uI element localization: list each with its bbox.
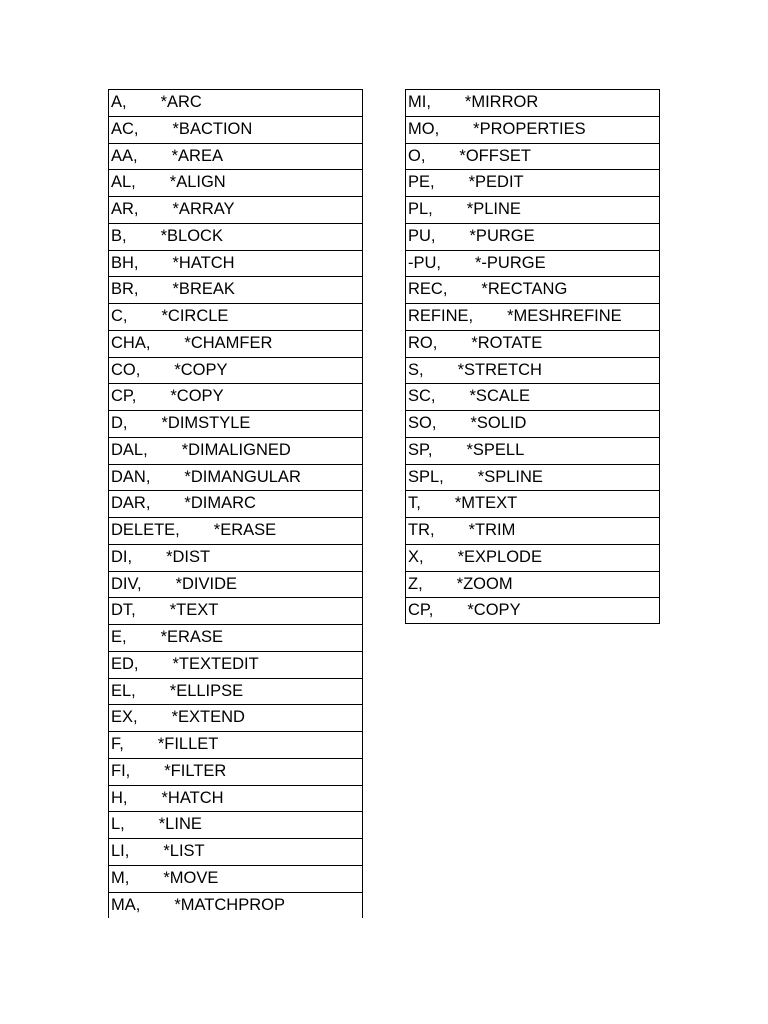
shortcut-abbreviation: SPL, xyxy=(408,467,444,486)
shortcut-command: *PEDIT xyxy=(468,173,524,192)
shortcut-row xyxy=(405,143,660,170)
shortcut-abbreviation: A, xyxy=(111,93,127,111)
shortcut-command: *AREA xyxy=(171,146,223,165)
shortcut-row xyxy=(108,330,363,357)
shortcut-abbreviation: PL, xyxy=(408,200,433,218)
shortcut-command: *COPY xyxy=(467,601,521,620)
shortcut-abbreviation: SC, xyxy=(408,387,436,406)
shortcut-command: *RECTANG xyxy=(481,280,568,299)
shortcut-command: *MESHREFINE xyxy=(507,307,622,325)
shortcut-row xyxy=(405,330,660,357)
shortcut-command: *MTEXT xyxy=(454,494,518,513)
shortcut-row xyxy=(405,383,660,410)
shortcut-abbreviation: DI, xyxy=(111,547,133,566)
shortcut-command: *DIST xyxy=(166,547,211,566)
shortcut-row xyxy=(405,89,660,116)
shortcut-abbreviation: AA, xyxy=(111,146,138,165)
shortcut-command: *BLOCK xyxy=(160,226,223,245)
shortcut-command: *DIMARC xyxy=(184,494,256,513)
shortcut-row xyxy=(108,892,363,919)
shortcut-row xyxy=(108,169,363,196)
shortcut-abbreviation: BR, xyxy=(111,280,139,299)
shortcut-command: *SOLID xyxy=(470,414,527,432)
shortcut-row xyxy=(108,838,363,865)
shortcut-row xyxy=(405,410,660,437)
shortcut-row xyxy=(108,437,363,464)
shortcut-command: *ARC xyxy=(160,93,202,111)
shortcut-abbreviation: EX, xyxy=(111,708,138,727)
shortcut-command: *DIMSTYLE xyxy=(161,414,251,432)
shortcut-row xyxy=(108,490,363,517)
shortcut-command: *FILLET xyxy=(157,735,219,753)
shortcut-row xyxy=(405,544,660,571)
shortcut-row xyxy=(405,303,660,330)
shortcut-abbreviation: S, xyxy=(408,360,424,379)
shortcut-command: *TRIM xyxy=(468,521,516,539)
shortcut-row xyxy=(405,357,660,384)
shortcut-row xyxy=(108,758,363,785)
shortcut-abbreviation: RO, xyxy=(408,333,438,352)
shortcut-abbreviation: Z, xyxy=(408,574,423,593)
shortcut-command: *ERASE xyxy=(160,628,223,646)
shortcut-row xyxy=(405,169,660,196)
shortcut-row xyxy=(108,116,363,143)
shortcut-abbreviation: EL, xyxy=(111,681,136,700)
shortcut-abbreviation: DELETE, xyxy=(111,521,180,539)
shortcut-row xyxy=(405,437,660,464)
shortcut-abbreviation: BH, xyxy=(111,253,139,272)
shortcut-abbreviation: H, xyxy=(111,788,128,807)
shortcut-command: *DIVIDE xyxy=(175,574,238,593)
shortcut-abbreviation: DAN, xyxy=(111,467,151,486)
shortcut-abbreviation: X, xyxy=(408,547,424,566)
shortcut-command: *SPELL xyxy=(466,440,525,459)
shortcut-abbreviation: T, xyxy=(408,494,421,513)
shortcut-command: *-PURGE xyxy=(475,253,546,272)
shortcut-command: *TEXT xyxy=(169,601,219,620)
shortcut-abbreviation: DAR, xyxy=(111,494,151,513)
shortcut-row xyxy=(405,276,660,303)
shortcut-row xyxy=(405,250,660,277)
shortcut-abbreviation: PE, xyxy=(408,173,435,192)
shortcut-command: *ARRAY xyxy=(172,200,235,218)
shortcut-command: *MOVE xyxy=(163,868,219,887)
shortcut-command: *ERASE xyxy=(213,521,277,539)
shortcut-row xyxy=(108,785,363,812)
shortcut-row xyxy=(108,571,363,598)
shortcut-row xyxy=(108,811,363,838)
shortcut-command: *HATCH xyxy=(172,253,235,272)
shortcut-abbreviation: TR, xyxy=(408,521,435,539)
shortcut-abbreviation: FI, xyxy=(111,761,131,780)
shortcut-row xyxy=(108,357,363,384)
shortcut-abbreviation: O, xyxy=(408,146,426,165)
shortcut-command: *HATCH xyxy=(161,788,224,807)
shortcut-abbreviation: ED, xyxy=(111,654,139,673)
shortcut-command: *MATCHPROP xyxy=(174,895,285,914)
shortcut-abbreviation: D, xyxy=(111,414,128,432)
shortcut-row xyxy=(108,517,363,544)
shortcut-abbreviation: CP, xyxy=(111,387,137,406)
shortcut-command: *DIMALIGNED xyxy=(181,440,291,459)
shortcut-abbreviation: F, xyxy=(111,735,124,753)
shortcut-row xyxy=(405,490,660,517)
shortcut-command: *SCALE xyxy=(469,387,531,406)
shortcut-abbreviation: REFINE, xyxy=(408,307,474,325)
shortcut-table-right xyxy=(405,89,660,624)
shortcut-command: *EXPLODE xyxy=(457,547,542,566)
shortcut-row xyxy=(108,624,363,651)
shortcut-row xyxy=(108,383,363,410)
shortcut-command: *LIST xyxy=(163,842,205,860)
shortcut-abbreviation: -PU, xyxy=(408,253,441,272)
shortcut-row xyxy=(108,597,363,624)
shortcut-abbreviation: AR, xyxy=(111,200,139,218)
shortcut-command: *FILTER xyxy=(164,761,227,780)
shortcut-row xyxy=(108,544,363,571)
shortcut-row xyxy=(108,223,363,250)
shortcut-command: *BACTION xyxy=(172,119,253,138)
shortcut-command: *EXTEND xyxy=(171,708,245,727)
shortcut-abbreviation: DT, xyxy=(111,601,136,620)
shortcut-command: *BREAK xyxy=(172,280,235,299)
shortcut-table-left xyxy=(108,89,363,918)
shortcut-abbreviation: CP, xyxy=(408,601,434,620)
shortcut-command: *TEXTEDIT xyxy=(172,654,259,673)
shortcut-abbreviation: M, xyxy=(111,868,130,887)
shortcut-command: *OFFSET xyxy=(459,146,531,165)
shortcut-row xyxy=(108,678,363,705)
shortcut-abbreviation: L, xyxy=(111,815,125,834)
shortcut-command: *STRETCH xyxy=(457,360,542,379)
shortcut-command: *CHAMFER xyxy=(184,333,273,352)
shortcut-row xyxy=(108,250,363,277)
shortcut-abbreviation: E, xyxy=(111,628,127,646)
shortcut-row xyxy=(108,731,363,758)
shortcut-row xyxy=(405,464,660,491)
shortcut-command: *SPLINE xyxy=(477,467,543,486)
shortcut-abbreviation: CHA, xyxy=(111,333,151,352)
shortcut-abbreviation: MA, xyxy=(111,895,141,914)
shortcut-command: *MIRROR xyxy=(464,93,539,111)
shortcut-abbreviation: REC, xyxy=(408,280,448,299)
shortcut-row xyxy=(108,196,363,223)
shortcut-row xyxy=(108,865,363,892)
shortcut-row xyxy=(108,303,363,330)
shortcut-row xyxy=(108,89,363,116)
shortcut-abbreviation: DIV, xyxy=(111,574,142,593)
shortcut-command: *DIMANGULAR xyxy=(184,467,301,486)
shortcut-abbreviation: CO, xyxy=(111,360,141,379)
shortcut-abbreviation: PU, xyxy=(408,226,436,245)
shortcut-row xyxy=(405,223,660,250)
shortcut-command: *ZOOM xyxy=(456,574,513,593)
shortcut-row xyxy=(108,410,363,437)
shortcut-command: *PURGE xyxy=(469,226,535,245)
shortcut-row xyxy=(405,571,660,598)
shortcut-abbreviation: MI, xyxy=(408,93,431,111)
shortcut-row xyxy=(405,517,660,544)
shortcut-command: *CIRCLE xyxy=(161,307,229,325)
shortcut-row xyxy=(108,143,363,170)
shortcut-abbreviation: AL, xyxy=(111,173,136,192)
shortcut-row xyxy=(405,116,660,143)
shortcut-row xyxy=(405,196,660,223)
shortcut-command: *ALIGN xyxy=(169,173,226,192)
shortcut-abbreviation: LI, xyxy=(111,842,130,860)
shortcut-command: *ELLIPSE xyxy=(169,681,244,700)
shortcut-command: *PROPERTIES xyxy=(473,119,586,138)
shortcut-abbreviation: B, xyxy=(111,226,127,245)
shortcut-row xyxy=(108,704,363,731)
shortcut-abbreviation: DAL, xyxy=(111,440,148,459)
shortcut-abbreviation: SO, xyxy=(408,414,437,432)
shortcut-command: *ROTATE xyxy=(471,333,543,352)
shortcut-command: *PLINE xyxy=(466,200,521,218)
shortcut-abbreviation: AC, xyxy=(111,119,139,138)
shortcut-command: *COPY xyxy=(170,387,224,406)
shortcut-row xyxy=(405,597,660,624)
shortcut-row xyxy=(108,651,363,678)
shortcut-abbreviation: C, xyxy=(111,307,128,325)
shortcut-command: *COPY xyxy=(174,360,228,379)
shortcut-command: *LINE xyxy=(158,815,202,834)
shortcut-abbreviation: MO, xyxy=(408,119,440,138)
shortcut-row xyxy=(108,464,363,491)
shortcut-row xyxy=(108,276,363,303)
shortcut-abbreviation: SP, xyxy=(408,440,433,459)
